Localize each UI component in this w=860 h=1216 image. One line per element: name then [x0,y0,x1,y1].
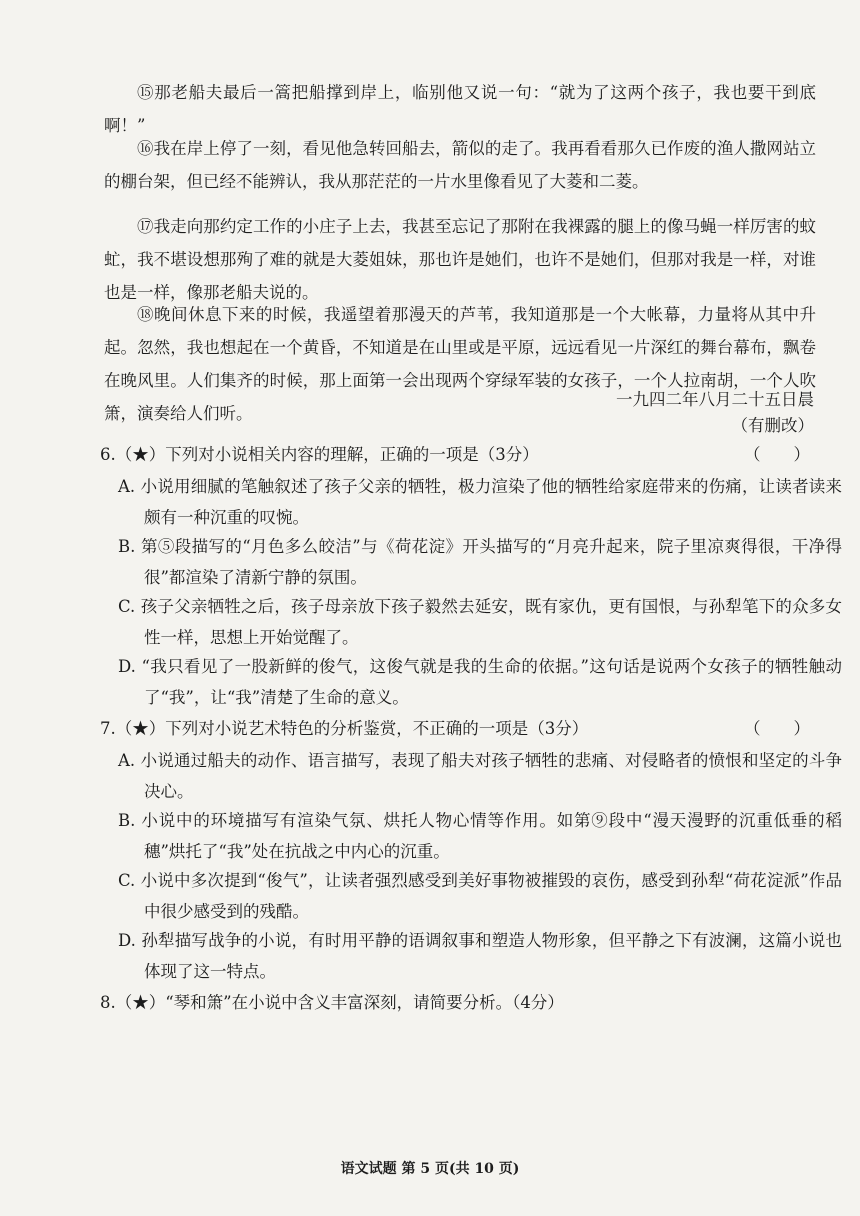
paragraph-15: ⑮那老船夫最后一篙把船撑到岸上，临别他又说一句：“就为了这两个孩子，我也要干到底啊！” [104,83,816,135]
paragraph-18: ⑱晚间休息下来的时候，我遥望着那漫天的芦苇，我知道那是一个大帐幕，力量将从其中升起。忽然，我也想起在一个黄昏，不知道是在山里或是平原，远远看见一片深红的舞台幕布，飘卷在晚风里。人们集齐的时候，那上面第一会出现两个穿绿军装的女孩子，一个人拉南胡，一个人吹箫，演奏给人们听。 [104,305,816,423]
question-8-text: 8.（★）“琴和箫”在小说中含义丰富深刻，请简要分析。（4分） [100,993,564,1012]
question-6-stem [100,440,818,470]
question-6-option-a: A. 小说用细腻的笔触叙述了孩子父亲的牺牲，极力渲染了他的牺牲给家庭带来的伤痛，让读者读来颇有一种沉重的叹惋。 [118,477,842,527]
question-7-option-d: D. 孙犁描写战争的小说，有时用平静的语调叙事和塑造人物形象，但平静之下有波澜，这篇小说也体现了这一特点。 [118,931,842,981]
question-7-option-a: A. 小说通过船夫的动作、语言描写，表现了船夫对孩子牺牲的悲痛、对侵略者的愤恨和坚定的斗争决心。 [118,751,842,801]
question-6-option-c: C. 孩子父亲牺牲之后，孩子母亲放下孩子毅然去延安，既有家仇，更有国恨，与孙犁笔下的众多女性一样，思想上开始觉醒了。 [118,597,842,647]
answer-bracket-7[interactable]: （ ） [744,719,810,738]
question-6-option-d: D. “我只看见了一股新鲜的俊气，这俊气就是我的生命的依据。”这句话是说两个女孩子的牺牲触动了“我”，让“我”清楚了生命的意义。 [118,657,842,707]
question-6-option-b: B. 第⑤段描写的“月色多么皎洁”与《荷花淀》开头描写的“月亮升起来，院子里凉爽得很，干净得很”都渲染了清新宁静的氛围。 [118,537,842,587]
question-6-text: 6.（★）下列对小说相关内容的理解，正确的一项是（3分） [100,445,539,464]
paragraph-16: ⑯我在岸上停了一刻，看见他急转回船去，箭似的走了。我再看看那久已作废的渔人撒网站立的棚台架，但已经不能辨认，我从那茫茫的一片水里像看见了大菱和二菱。 [104,139,816,191]
question-7-stem [100,714,818,744]
question-7-option-b: B. 小说中的环境描写有渲染气氛、烘托人物心情等作用。如第⑨段中“漫天漫野的沉重低垂的稻穗”烘托了“我”处在抗战之中内心的沉重。 [118,811,842,861]
page-footer: 语文试题 第 5 页(共 10 页) [340,1161,520,1177]
passage-note: （有删改） [731,416,814,435]
answer-bracket-6[interactable]: （ ） [744,445,810,464]
question-7-option-c: C. 小说中多次提到“俊气”，让读者强烈感受到美好事物被摧毁的哀伤，感受到孙犁“荷花淀派”作品中很少感受到的残酷。 [118,871,842,921]
passage-date: 一九四二年八月二十五日晨 [616,390,814,409]
paragraph-17: ⑰我走向那约定工作的小庄子上去，我甚至忘记了那附在我裸露的腿上的像马蝇一样厉害的蚊虻，我不堪设想那殉了难的就是大菱姐妹，那也许是她们，也许不是她们，但那对我是一样，对谁也是一样，像那老船夫说的。 [104,217,816,302]
question-8-stem [100,988,818,1018]
question-7-text: 7.（★）下列对小说艺术特色的分析鉴赏，不正确的一项是（3分） [100,719,589,738]
